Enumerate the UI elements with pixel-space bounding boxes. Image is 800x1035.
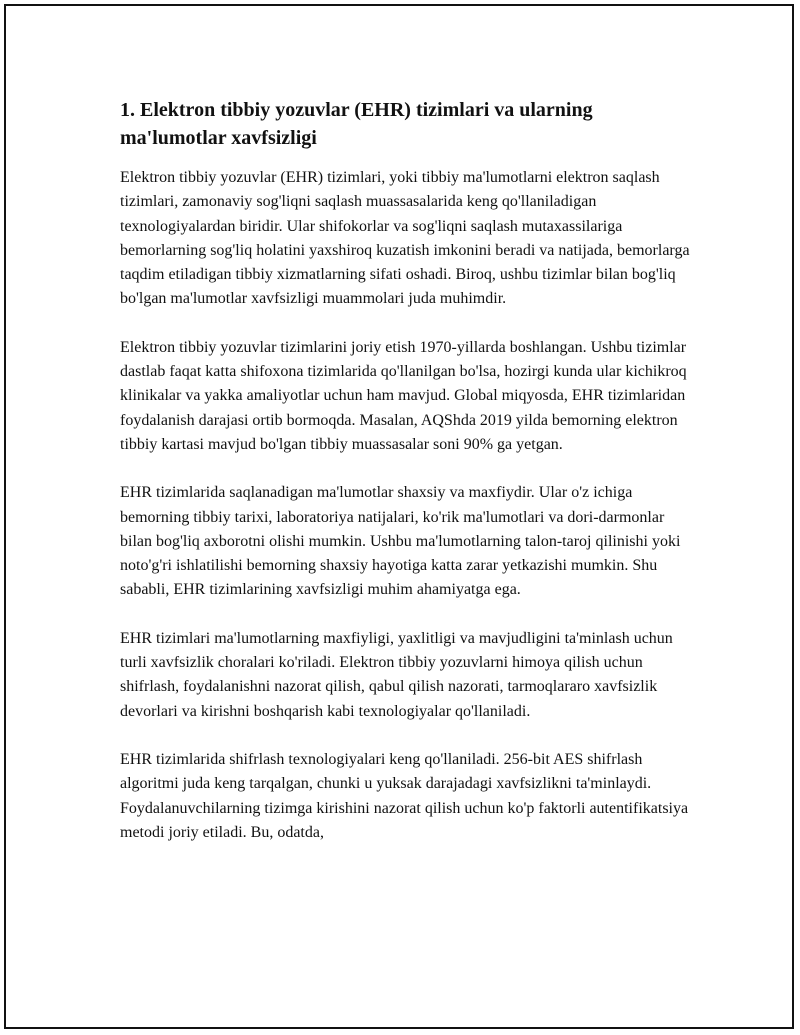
document-body (120, 96, 692, 845)
paragraph-3: EHR tizimlarida saqlanadigan ma'lumotlar shaxsiy va maxfiydir. Ular o'z ichiga bemorning tibbiy tarixi, laboratoriya natijalari, ko'rik ma'lumotlari va dori-darmonlar bilan bog'liq axborotni olishi mumkin. Ushbu ma'lumotlarning talon-taroj qilinishi yoki noto'g'ri ishlatilishi bemorning shaxsiy hayotiga katta zarar yetkazishi mumkin. Shu sababli, EHR tizimlarining xavfsizligi muhim ahamiyatga ega. (120, 484, 681, 599)
paragraph-5: EHR tizimlarida shifrlash texnologiyalari keng qo'llaniladi. 256-bit AES shifrlash algoritmi juda keng tarqalgan, chunki u yuksak darajadagi xavfsizlikni ta'minlaydi. Foydalanuvchilarning tizimga kirishini nazorat qilish uchun ko'p faktorli autentifikatsiya metodi joriy etiladi. Bu, odatda, (120, 750, 689, 841)
paragraph-1: Elektron tibbiy yozuvlar (EHR) tizimlari, yoki tibbiy ma'lumotlarni elektron saqlash tizimlari, zamonaviy sog'liqni saqlash muassasalarida keng qo'llaniladigan texnologiyalardan biridir. Ular shifokorlar va sog'liqni saqlash mutaxassilariga bemorlarning sog'liq holatini yaxshiroq kuzatish imkonini beradi va natijada, bemorlarga taqdim etiladigan tibbiy xizmatlarning sifati oshadi. Biroq, ushbu tizimlar bilan bog'liq bo'lgan ma'lumotlar xavfsizligi muammolari juda muhimdir. (120, 169, 690, 308)
paragraph-2: Elektron tibbiy yozuvlar tizimlarini joriy etish 1970-yillarda boshlangan. Ushbu tizimlar dastlab faqat katta shifoxona tizimlarida qo'llanilgan bo'lsa, hozirgi kunda ular kichikroq klinikalar va yakka amaliyotlar uchun ham mavjud. Global miqyosda, EHR tizimlaridan foydalanish darajasi ortib bormoqda. Masalan, AQShda 2019 yilda bemorning elektron tibbiy kartasi mavjud bo'lgan tibbiy muassasalar soni 90% ga yetgan. (120, 338, 687, 453)
paragraph-4: EHR tizimlari ma'lumotlarning maxfiyligi, yaxlitligi va mavjudligini ta'minlash uchun turli xavfsizlik choralari ko'riladi. Elektron tibbiy yozuvlarni himoya qilish uchun shifrlash, foydalanishni nazorat qilish, qabul qilish nazorati, tarmoqlararo xavfsizlik devorlari va kirishni boshqarish kabi texnologiyalar qo'llaniladi. (120, 629, 673, 720)
section-heading: 1. Elektron tibbiy yozuvlar (EHR) tizimlari va ularning ma'lumotlar xavfsizligi (120, 99, 593, 149)
page-frame (4, 4, 794, 1029)
